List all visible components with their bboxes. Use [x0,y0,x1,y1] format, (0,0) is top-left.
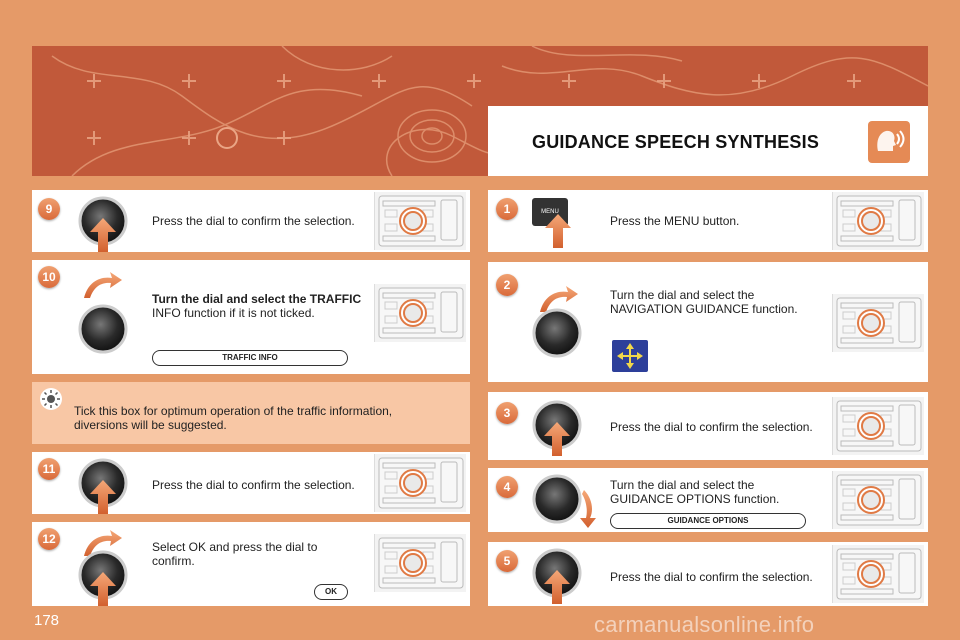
radio-unit-image [832,397,924,455]
step-card-1 [488,190,928,252]
press-arrow-icon [544,214,572,253]
step-card-3 [488,392,928,460]
navigation-guidance-icon [612,340,648,372]
step-number: 2 [496,274,518,296]
dial-icon [78,304,128,354]
traffic-info-option: TRAFFIC INFO [152,350,348,366]
title-box [488,106,928,176]
step-card-12 [32,522,470,606]
step-card-5 [488,542,928,606]
step-number: 9 [38,198,60,220]
step-text-line1: Turn the dial and select the [610,288,755,302]
step-text-line2: NAVIGATION GUIDANCE function. [610,302,798,316]
press-arrow-icon [543,422,571,461]
rotate-arrow-icon [80,270,124,305]
radio-unit-image [832,545,924,603]
step-card-11 [32,452,470,514]
step-text: Press the MENU button. [610,214,740,228]
step-card-10 [32,260,470,374]
radio-unit-image [374,192,466,250]
sun-icon [40,388,62,410]
page-number: 178 [34,612,60,629]
guidance-options-option: GUIDANCE OPTIONS [610,513,806,529]
step-number: 12 [38,528,60,550]
dial-icon [532,308,582,358]
step-text-line2: confirm. [152,554,195,568]
radio-unit-image [832,192,924,250]
step-text: Press the dial to confirm the selection. [152,478,355,492]
radio-unit-image [374,534,466,592]
step-card-4 [488,468,928,532]
step-number: 10 [38,266,60,288]
watermark: carmanualsonline.info [594,612,815,637]
step-number: 4 [496,476,518,498]
radio-unit-image [832,471,924,529]
step-card-9 [32,190,470,252]
step-text-line1: Turn the dial and select the [610,478,755,492]
step-text-line2: GUIDANCE OPTIONS function. [610,492,780,506]
step-card-2 [488,262,928,382]
press-arrow-icon [89,218,117,257]
radio-unit-image [374,284,466,342]
step-text: Press the dial to confirm the selection. [152,214,355,228]
rotate-down-arrow-icon [580,488,606,533]
step-text: Press the dial to confirm the selection. [610,570,813,584]
radio-unit-image [374,454,466,512]
menu-button-icon: MENU [532,198,568,226]
radio-unit-image [832,294,924,352]
ok-option: OK [314,584,348,600]
dial-icon [532,474,582,524]
step-text-bold: Turn the dial and select the TRAFFIC [152,292,362,306]
speech-synthesis-icon [868,121,910,163]
step-number: 5 [496,550,518,572]
press-arrow-icon [89,572,117,611]
step-text: Press the dial to confirm the selection. [610,420,813,434]
note-text-line1: Tick this box for optimum operation of the traffic information, [74,404,393,418]
note-text-line2: diversions will be suggested. [74,418,227,432]
step-number: 3 [496,402,518,424]
tip-note [32,382,470,444]
press-arrow-icon [89,480,117,519]
step-text: INFO function if it is not ticked. [152,306,315,320]
step-number: 1 [496,198,518,220]
step-number: 11 [38,458,60,480]
press-arrow-icon [543,570,571,609]
page-title: GUIDANCE SPEECH SYNTHESIS [532,132,820,152]
step-text-line1: Select OK and press the dial to [152,540,318,554]
